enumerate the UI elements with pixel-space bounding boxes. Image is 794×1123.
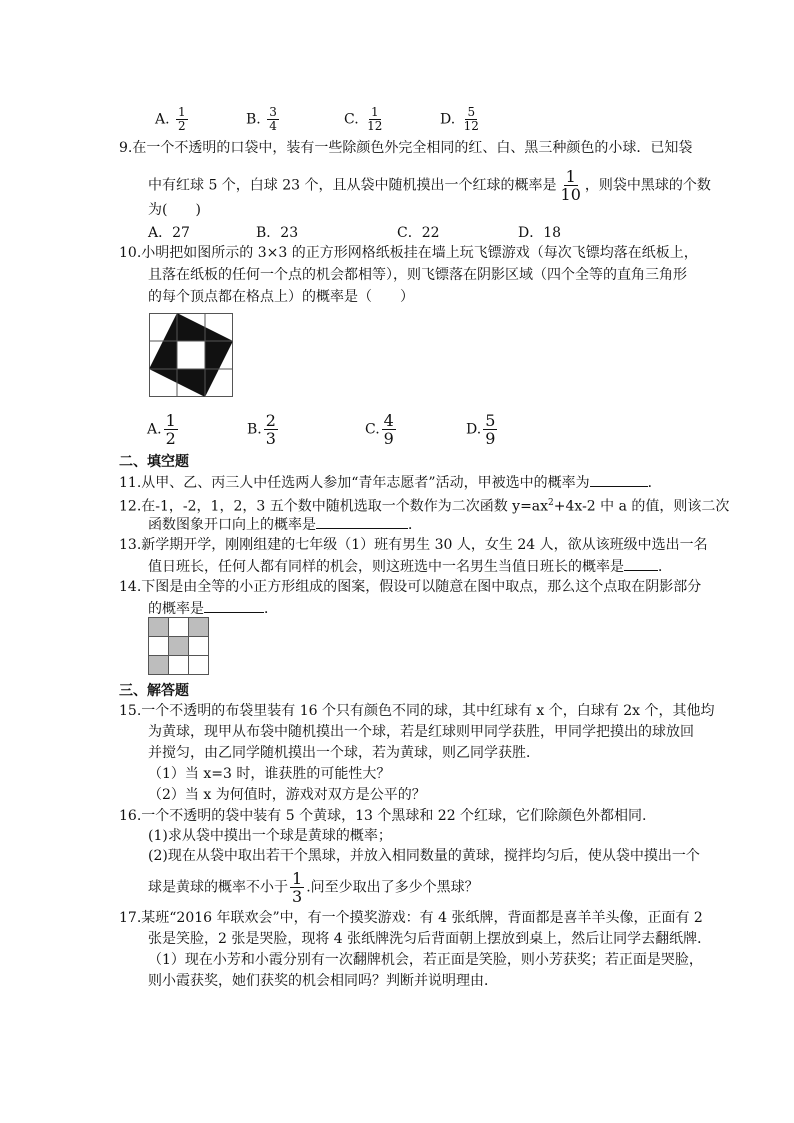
q9-line-2: 中有红球 5 个，白球 23 个，且从袋中随机摸出一个红球的概率是 $\frac{1}{10}$ ，则袋中黑球的个数 (148, 167, 711, 204)
q17-line-1: 17.某班“2016 年联欢会”中，有一个摸奖游戏：有 4 张纸牌，背面都是喜羊羊头像，正面有 2 (119, 910, 703, 926)
q10-option-a: A. $\frac{1}{2}$ (147, 411, 176, 448)
q17-line-2: 张是笑脸，2 张是哭脸，现将 4 张纸牌洗匀后背面朝上摆放到桌上，然后让同学去翻纸牌． (148, 931, 712, 947)
question-11: 11.从甲、乙、丙三人中任选两人参加“青年志愿者”活动，甲被选中的概率为 ． (119, 472, 662, 493)
q16-sub-3: 球是黄球的概率不小于 $\frac{1}{3}$ .问至少取出了多少个黑球？ (148, 869, 479, 906)
q13-answer-blank[interactable] (624, 556, 658, 571)
q15-line-2: 为黄球，现甲从布袋中随机摸出一个球，若是红球则甲同学获胜，甲同学把摸出的球放回 (148, 724, 694, 740)
section-3-heading: 三、解答题 (119, 683, 189, 699)
q11-answer-blank[interactable] (590, 472, 648, 487)
q12-answer-blank[interactable] (316, 514, 408, 529)
q9-option-a: A．27 (148, 225, 190, 241)
q9-option-c: C．22 (397, 225, 440, 241)
q15-sub-1: （1）当 x=3 时，谁获胜的可能性大？ (148, 766, 391, 782)
q10-grid-figure (149, 313, 233, 397)
q16-sub-2: (2)现在从袋中取出若干个黑球，并放入相同数量的黄球，搅拌均匀后，使从袋中摸出一个 (148, 848, 700, 864)
section-2-heading: 二、填空题 (119, 454, 189, 470)
q17-sub-2: 则小霞获奖，她们获奖的机会相同吗？判断并说明理由． (148, 973, 498, 989)
q8-option-a: A. $\frac{1}{2}$ (155, 105, 186, 133)
q14-grid-figure (148, 617, 210, 676)
q16-line-1: 16.一个不透明的袋中装有 5 个黄球，13 个黑球和 22 个红球，它们除颜色外都相同. (119, 808, 647, 824)
q14-answer-blank[interactable] (204, 598, 264, 613)
q12-line-2: 函数图象开口向上的概率是 ． (148, 514, 422, 535)
q17-sub-1: （1）现在小芳和小霞分别有一次翻牌机会，若正面是笑脸，则小芳获奖；若正面是哭脸， (148, 952, 703, 968)
grid-squares (149, 618, 209, 675)
q16-sub-1: (1)求从袋中摸出一个球是黄球的概率； (148, 828, 392, 844)
q10-line-1: 10.小明把如图所示的 3×3 的正方形网格纸板挂在墙上玩飞镖游戏（每次飞镖均落在纸板上， (119, 245, 698, 261)
q9-line-1: 9.在一个不透明的口袋中，装有一些除颜色外完全相同的红、白、黑三种颜色的小球．已知袋 (119, 140, 693, 156)
q8-option-c: C. $\frac{1}{12}$ (344, 105, 383, 133)
q15-line-1: 15.一个不透明的布袋里装有 16 个只有颜色不同的球，其中红球有 x 个，白球有 2x 个，其他均 (119, 703, 715, 719)
q9-option-b: B．23 (256, 225, 299, 241)
q8-option-b: B. $\frac{3}{4}$ (246, 105, 277, 133)
q14-line-2: 的概率是 ． (148, 598, 278, 619)
q10-option-d: D. $\frac{5}{9}$ (466, 411, 496, 448)
q12-line-1: 12.在-1，-2，1，2，3 五个数中随机选取一个数作为二次函数 $y=ax^2+4x-2$ 中 a 的值，则该二次 (119, 498, 730, 515)
q14-line-1: 14.下图是由全等的小正方形组成的图案，假设可以随意在图中取点，那么这个点取在阴影部分 (119, 579, 702, 595)
q15-line-3: 并搅匀，由乙同学随机摸出一个球，若为黄球，则乙同学获胜． (148, 745, 540, 761)
q9-line-3: 为( ) (148, 202, 201, 218)
q8-option-d: D. $\frac{5}{12}$ (440, 105, 479, 133)
q10-option-c: C. $\frac{4}{9}$ (365, 411, 394, 448)
q9-option-d: D．18 (518, 225, 562, 241)
q10-option-b: B. $\frac{2}{3}$ (247, 411, 276, 448)
q13-line-2: 值日班长，任何人都有同样的机会，则这班选中一名男生当值日班长的概率是 ． (148, 556, 672, 577)
q10-line-2: 且落在纸板的任何一个点的机会都相等），则飞镖落在阴影区域（四个全等的直角三角形 (148, 267, 687, 283)
q15-sub-2: （2）当 x 为何值时，游戏对双方是公平的？ (148, 787, 426, 803)
q13-line-1: 13.新学期开学，刚刚组建的七年级（1）班有男生 30 人，女生 24 人，欲从该班级中选出一名 (119, 537, 708, 553)
center-square (177, 341, 205, 369)
q10-line-3: 的每个顶点都在格点上）的概率是（ ） (148, 289, 414, 305)
